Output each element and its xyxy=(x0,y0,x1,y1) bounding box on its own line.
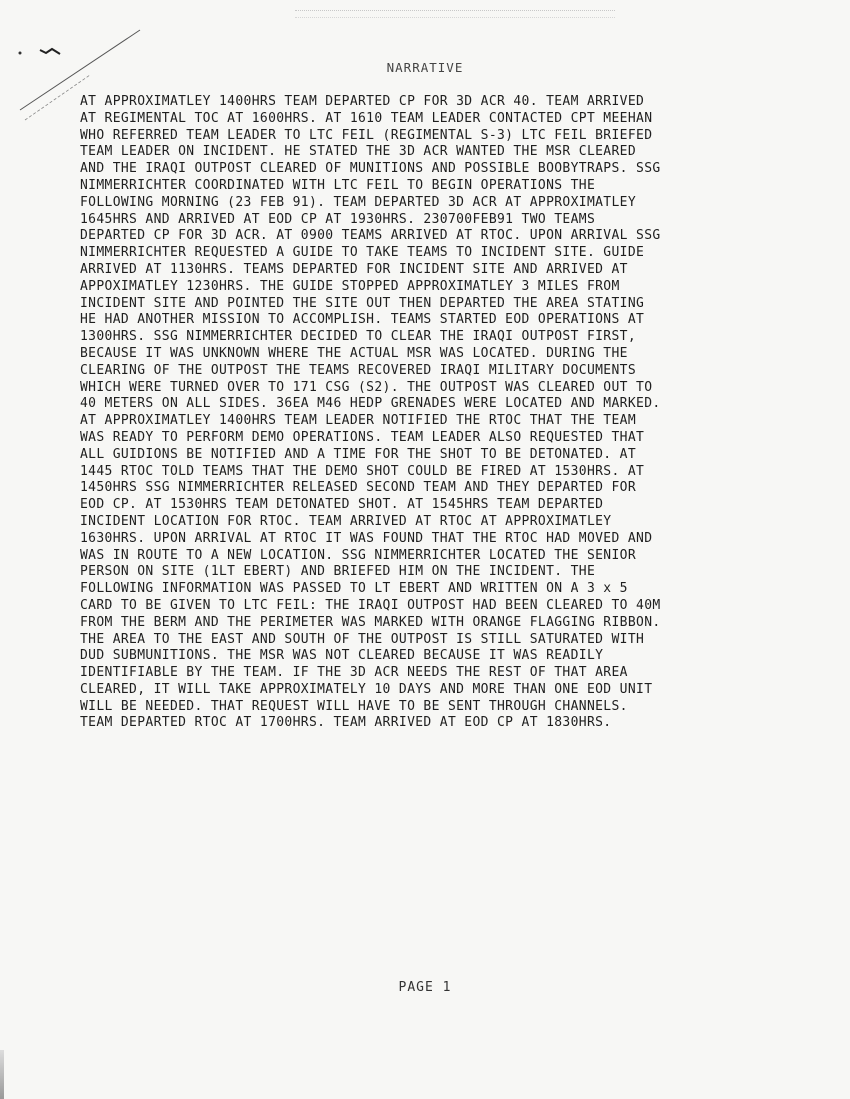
text-line: INCIDENT LOCATION FOR RTOC. TEAM ARRIVED AT RTOC AT APPROXIMATLEY xyxy=(80,513,612,529)
text-line: WHO REFERRED TEAM LEADER TO LTC FEIL (REGIMENTAL S-3) LTC FEIL BRIEFED xyxy=(80,127,653,143)
narrative-body xyxy=(80,94,800,732)
text-line: AND THE IRAQI OUTPOST CLEARED OF MUNITIONS AND POSSIBLE BOOBYTRAPS. SSG xyxy=(80,161,661,177)
text-line: BECAUSE IT WAS UNKNOWN WHERE THE ACTUAL MSR WAS LOCATED. DURING THE xyxy=(80,345,628,361)
text-line: THE AREA TO THE EAST AND SOUTH OF THE OUTPOST IS STILL SATURATED WITH xyxy=(80,631,645,647)
page-title: NARRATIVE xyxy=(386,60,464,75)
text-line: TEAM LEADER ON INCIDENT. HE STATED THE 3D ACR WANTED THE MSR CLEARED xyxy=(80,144,637,160)
faded-header-line xyxy=(295,10,615,18)
text-line: 1300HRS. SSG NIMMERRICHTER DECIDED TO CLEAR THE IRAQI OUTPOST FIRST, xyxy=(80,329,637,345)
text-line: AT APPROXIMATLEY 1400HRS TEAM LEADER NOTIFIED THE RTOC THAT THE TEAM xyxy=(80,413,637,429)
text-line: CARD TO BE GIVEN TO LTC FEIL: THE IRAQI OUTPOST HAD BEEN CLEARED TO 40M xyxy=(80,597,661,613)
text-line: WHICH WERE TURNED OVER TO 171 CSG (S2). THE OUTPOST WAS CLEARED OUT TO xyxy=(80,379,653,395)
text-line: FOLLOWING MORNING (23 FEB 91). TEAM DEPARTED 3D ACR AT APPROXIMATLEY xyxy=(80,194,637,210)
text-line: AT APPROXIMATLEY 1400HRS TEAM DEPARTED CP FOR 3D ACR 40. TEAM ARRIVED xyxy=(80,94,645,109)
text-line: 40 METERS ON ALL SIDES. 36EA M46 HEDP GRENADES WERE LOCATED AND MARKED. xyxy=(80,396,661,412)
text-line: 1445 RTOC TOLD TEAMS THAT THE DEMO SHOT COULD BE FIRED AT 1530HRS. AT xyxy=(80,463,645,479)
text-line: CLEARING OF THE OUTPOST THE TEAMS RECOVERED IRAQI MILITARY DOCUMENTS xyxy=(80,362,637,378)
text-line: EOD CP. AT 1530HRS TEAM DETONATED SHOT. AT 1545HRS TEAM DEPARTED xyxy=(80,497,604,513)
text-line: WILL BE NEEDED. THAT REQUEST WILL HAVE TO BE SENT THROUGH CHANNELS. xyxy=(80,698,628,714)
text-line: 1630HRS. UPON ARRIVAL AT RTOC IT WAS FOUND THAT THE RTOC HAD MOVED AND xyxy=(80,530,653,546)
text-line: 1645HRS AND ARRIVED AT EOD CP AT 1930HRS. 230700FEB91 TWO TEAMS xyxy=(80,211,596,227)
text-line: HE HAD ANOTHER MISSION TO ACCOMPLISH. TEAMS STARTED EOD OPERATIONS AT xyxy=(80,312,645,328)
text-line: ARRIVED AT 1130HRS. TEAMS DEPARTED FOR INCIDENT SITE AND ARRIVED AT xyxy=(80,261,628,277)
text-line: FROM THE BERM AND THE PERIMETER WAS MARKED WITH ORANGE FLAGGING RIBBON. xyxy=(80,614,661,630)
text-line: DEPARTED CP FOR 3D ACR. AT 0900 TEAMS ARRIVED AT RTOC. UPON ARRIVAL SSG xyxy=(80,228,661,244)
text-line: APPOXIMATLEY 1230HRS. THE GUIDE STOPPED APPROXIMATLEY 3 MILES FROM xyxy=(80,278,620,294)
text-line: DUD SUBMUNITIONS. THE MSR WAS NOT CLEARED BECAUSE IT WAS READILY xyxy=(80,648,604,664)
text-line: NIMMERRICHTER COORDINATED WITH LTC FEIL TO BEGIN OPERATIONS THE xyxy=(80,177,596,193)
text-line: AT REGIMENTAL TOC AT 1600HRS. AT 1610 TEAM LEADER CONTACTED CPT MEEHAN xyxy=(80,110,653,126)
text-line: CLEARED, IT WILL TAKE APPROXIMATELY 10 DAYS AND MORE THAN ONE EOD UNIT xyxy=(80,681,653,697)
text-line: NIMMERRICHTER REQUESTED A GUIDE TO TAKE TEAMS TO INCIDENT SITE. GUIDE xyxy=(80,245,645,261)
text-line: 1450HRS SSG NIMMERRICHTER RELEASED SECOND TEAM AND THEY DEPARTED FOR xyxy=(80,480,637,496)
text-line: ALL GUIDIONS BE NOTIFIED AND A TIME FOR THE SHOT TO BE DETONATED. AT xyxy=(80,446,637,462)
scan-edge-shadow xyxy=(0,1050,4,1099)
page-number: PAGE 1 xyxy=(398,980,452,995)
text-line: IDENTIFIABLE BY THE TEAM. IF THE 3D ACR NEEDS THE REST OF THAT AREA xyxy=(80,665,628,681)
text-line: INCIDENT SITE AND POINTED THE SITE OUT THEN DEPARTED THE AREA STATING xyxy=(80,295,645,311)
text-line: PERSON ON SITE (1LT EBERT) AND BRIEFED HIM ON THE INCIDENT. THE xyxy=(80,564,596,580)
text-line: WAS IN ROUTE TO A NEW LOCATION. SSG NIMMERRICHTER LOCATED THE SENIOR xyxy=(80,547,637,563)
text-line: TEAM DEPARTED RTOC AT 1700HRS. TEAM ARRIVED AT EOD CP AT 1830HRS. xyxy=(80,715,612,731)
text-line: WAS READY TO PERFORM DEMO OPERATIONS. TEAM LEADER ALSO REQUESTED THAT xyxy=(80,429,645,445)
text-line: FOLLOWING INFORMATION WAS PASSED TO LT EBERT AND WRITTEN ON A 3 x 5 xyxy=(80,581,628,597)
